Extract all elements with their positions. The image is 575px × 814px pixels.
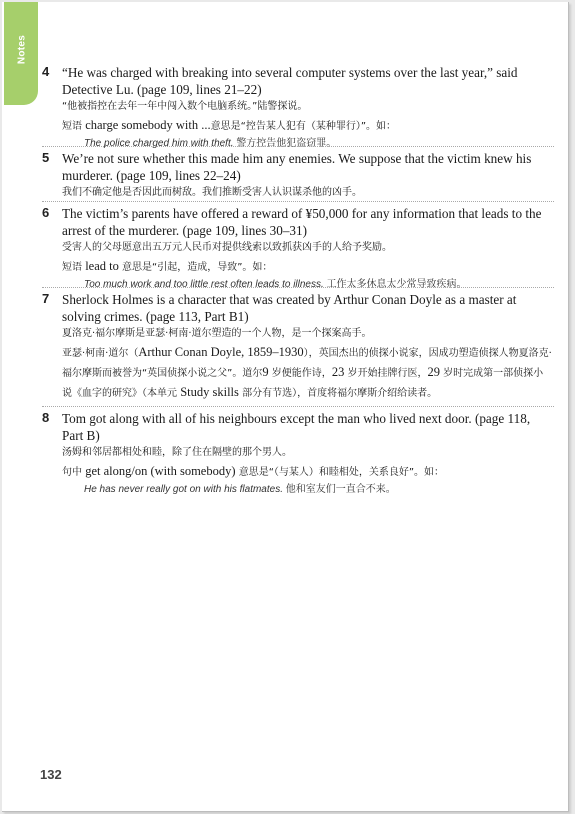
bio-text: 部分有节选），首度将福尔摩斯介绍给读者。 [238, 388, 438, 399]
example-english: The police charged him with theft. [84, 138, 234, 149]
bio-text: 亚瑟·柯南·道尔（ [62, 348, 139, 359]
note-number: 6 [42, 205, 50, 220]
note-phrase-explanation [62, 462, 552, 482]
bio-text: 岁时完成第一部侦探小说《血字的研究》（本单元 [62, 368, 544, 399]
bio-number: 29 [427, 365, 440, 379]
example-chinese: 警方控告他犯盗窃罪。 [236, 138, 337, 149]
bio-text: ），英国杰出的侦探小说家，因成功塑造侦探人物夏洛克·福尔摩斯而被誉为“英国侦探小说之父”。道尔 [62, 348, 552, 379]
note-phrase-explanation [62, 257, 552, 277]
note-english-sentence: Tom got along with all of his neighbours except the man who lived next door. (page 118, Part B) [62, 411, 531, 443]
note-author-bio [62, 343, 552, 403]
bio-number: 23 [331, 365, 345, 379]
example-chinese: 他和室友们一直合不来。 [285, 484, 396, 495]
note-english-sentence: The victim’s parents have offered a reward of ¥50,000 for any information that leads to the arrest of the murderer. (page 109, lines 30–31) [62, 206, 542, 238]
bio-number: 9 [262, 365, 269, 379]
bio-text: 岁便能作诗， [268, 368, 332, 379]
note-divider [42, 406, 554, 407]
phrase-meaning: 意思是“引起，造成，导致”。如： [118, 262, 273, 273]
note-5 [42, 150, 552, 202]
note-english-sentence: We’re not sure whether this made him any enemies. We suppose that the victim knew his murderer. (page 109, lines 22–24) [62, 151, 532, 183]
note-chinese-translation: 受害人的父母愿意出五万元人民币对提供线索以致抓获凶手的人给予奖励。 [62, 242, 392, 253]
phrase-prefix: 短语 [62, 262, 86, 273]
note-divider [42, 201, 554, 202]
note-english-sentence: “He was charged with breaking into several computer systems over the last year,” said Detective Lu. (page 109, lines 21–22) [62, 65, 518, 97]
note-7 [42, 291, 552, 403]
note-english-sentence: Sherlock Holmes is a character that was created by Arthur Conan Doyle as a master at solving crimes. (page 113, Part B1) [62, 292, 517, 324]
bio-text: 岁开始挂牌行医， [344, 368, 428, 379]
note-number: 8 [42, 410, 50, 425]
phrase-prefix: 短语 [62, 121, 86, 132]
textbook-page [2, 2, 569, 812]
note-number: 5 [42, 150, 50, 165]
note-chinese-translation: “他被指控在去年一年中闯入数个电脑系统。”陆警探说。 [62, 101, 308, 112]
phrase-prefix: 句中 [62, 467, 86, 478]
note-6 [42, 205, 552, 293]
notes-side-tab [4, 2, 38, 105]
note-chinese-translation: 我们不确定他是否因此而树敌。我们推断受害人认识谋杀他的凶手。 [62, 187, 362, 198]
example-english: He has never really got on with his flatmates. [84, 484, 283, 495]
phrase-term: charge somebody with ... [85, 118, 211, 132]
note-chinese-translation: 汤姆和邻居都相处和睦，除了住在隔壁的那个男人。 [62, 447, 292, 458]
note-divider [42, 287, 554, 288]
note-8 [42, 410, 552, 498]
note-phrase-explanation [62, 116, 552, 136]
example-chinese: 工作太多休息太少常导致疾病。 [326, 279, 467, 290]
note-number: 7 [42, 291, 50, 306]
note-example [84, 482, 552, 498]
study-skills-term: Study skills [180, 385, 239, 399]
note-4 [42, 64, 552, 152]
example-english: Too much work and too little rest often leads to illness. [84, 279, 324, 290]
note-divider [42, 146, 554, 147]
notes-tab-label: Notes [16, 34, 28, 65]
page-number: 132 [40, 767, 62, 782]
phrase-term: lead to [85, 259, 119, 273]
note-chinese-translation: 夏洛克·福尔摩斯是亚瑟·柯南·道尔塑造的一个人物，是一个探案高手。 [62, 328, 372, 339]
phrase-meaning: 意思是“（与某人）和睦相处，关系良好”。如： [235, 467, 445, 478]
phrase-term: get along/on (with somebody) [85, 464, 236, 478]
author-name: Arthur Conan Doyle, 1859–1930 [138, 345, 304, 359]
phrase-meaning: 意思是“控告某人犯有（某种罪行）”。如： [210, 121, 397, 132]
note-number: 4 [42, 64, 50, 79]
